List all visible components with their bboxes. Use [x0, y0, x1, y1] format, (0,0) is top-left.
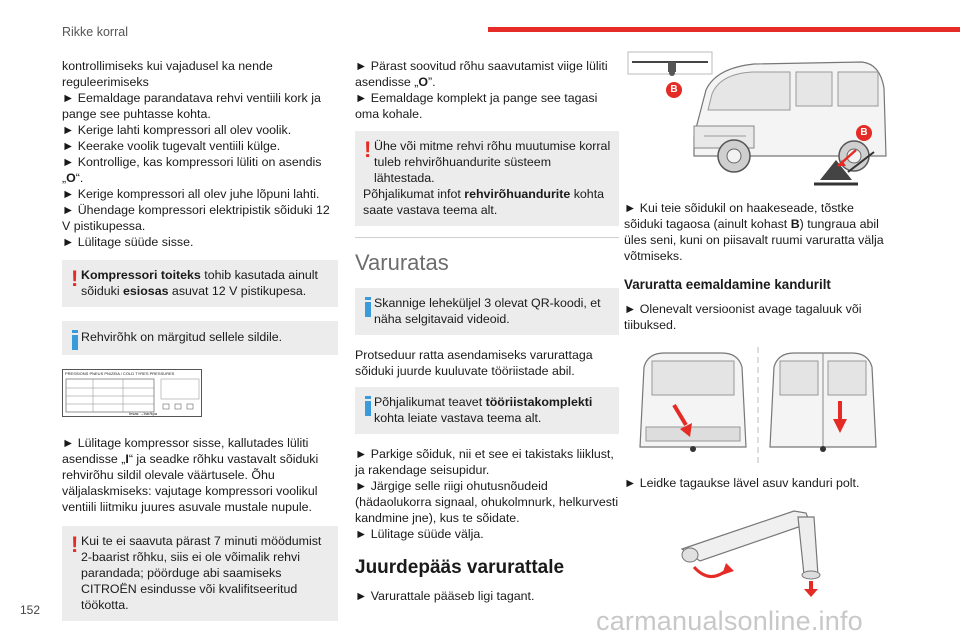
- step-switch-off: ► Pärast soovitud rõhu saavutamist viige lüliti asendisse „O”.: [355, 59, 608, 89]
- heading-spare-wheel: Varuratas: [355, 250, 449, 275]
- step-remove-cap: ► Eemaldage parandatava rehvi ventiili kork ja pange see puhtasse kohta.: [62, 91, 321, 121]
- section-title: Rikke korral: [62, 25, 128, 39]
- page-number: 152: [20, 603, 41, 617]
- heading-remove-spare: Varuratta eemaldamine kandurilt: [624, 277, 831, 292]
- marker-b-inset: B: [666, 82, 682, 98]
- step-unwind-cable: ► Kerige kompressori all olev juhe lõpuni lahti.: [62, 187, 320, 201]
- warning-icon: !: [71, 266, 79, 291]
- heading-access-spare: Juurdepääs varurattale: [355, 557, 565, 578]
- column-1: [62, 58, 338, 621]
- marker-b-vehicle: B: [856, 125, 872, 141]
- intro-text: kontrollimiseks kui vajadusel ka nende reguleerimiseks: [62, 59, 273, 89]
- info-icon: [364, 297, 372, 321]
- step-park: ► Parkige sõiduk, nii et see ei takistaks liiklust, ja rakendage seisupidur.: [355, 447, 614, 477]
- procedure-text: Protseduur ratta asendamiseks varurattaga sõiduki juurde kuuluvate tööriistade abil.: [355, 348, 593, 378]
- warning-note-power: ! Kompressori toiteks tohib kasutada ainult sõiduki esiosas asuvat 12 V pistikupesa.: [62, 260, 338, 307]
- column-2: [355, 58, 619, 604]
- info-note-toolkit: Põhjalikumat teavet tööriistakomplekti kohta leiate vastava teema alt.: [355, 387, 619, 434]
- warning-icon: !: [364, 137, 372, 162]
- section-divider: [355, 237, 619, 238]
- step-ignition-on: ► Lülitage süüde sisse.: [62, 235, 194, 249]
- step-connect-plug: ► Ühendage kompressori elektripistik sõiduki 12 V pistikupessa.: [62, 203, 330, 233]
- step-safety: ► Järgige selle riigi ohutusnõudeid (hädaolukorra signaal, ohukolmnurk, helkurvesti kandmine jne), kus te sõidate.: [355, 479, 619, 525]
- rear-doors-illustration: [624, 347, 892, 465]
- header-accent-bar: [488, 27, 960, 32]
- step-check-switch: ► Kontrollige, kas kompressori lüliti on asendis „O“.: [62, 155, 322, 185]
- step-screw-hose: ► Keerake voolik tugevalt ventiili külge.: [62, 139, 281, 153]
- step-unwind-hose: ► Kerige lahti kompressori all olev voolik.: [62, 123, 292, 137]
- info-icon: [71, 330, 79, 354]
- step-switch-on-compressor: ► Lülitage kompressor sisse, kallutades lüliti asendisse „I“ ja seadke rõhku vastavalt sõiduki rehvirõhu sildil olevale väärtusele. Õhu väljalaskmiseks: vajutage kompressori voolikul ventiili liitmiku juures asuvale mustale nupule.: [62, 436, 319, 514]
- vehicle-jacking-illustration: [624, 48, 892, 194]
- bolt-wrench-illustration: [624, 505, 892, 597]
- step-stow-kit: ► Eemaldage komplekt ja pange see tagasi oma kohale.: [355, 91, 598, 121]
- warning-note-pressure-sensors: ! Ühe või mitme rehvi rõhu muutumise korral tuleb rehvirõhuandurite süsteem lähtestada. Põhjalikumat infot rehvirõhuandurite kohta saate vastava teema alt.: [355, 131, 619, 226]
- info-icon: [364, 396, 372, 420]
- step-find-bolt: ► Leidke tagaukse lävel asuv kanduri polt.: [624, 476, 860, 490]
- tyre-pressure-label-image: PRESSIONS PNEUS PN/ZEIA / COLD TYRES PRESSURES Iesas →bar/kpa: [62, 369, 202, 417]
- step-access-rear: ► Varurattale pääseb ligi tagant.: [355, 589, 535, 603]
- step-lift-vehicle: ► Kui teie sõidukil on haakeseade, tõstke sõiduki tagaosa (ainult kohast B) tungraua abil üles seni, kuni on piisavalt ruumi varuratta välja võtmiseks.: [624, 201, 884, 263]
- info-note-qr: Skannige leheküljel 3 olevat QR-koodi, et näha selgitavaid videoid.: [355, 288, 619, 335]
- step-ignition-off: ► Lülitage süüde välja.: [355, 527, 484, 541]
- wrench-drawing: [624, 505, 892, 597]
- warning-note-seven-minutes: ! Kui te ei saavuta pärast 7 minuti möödumist 2-baarist rõhku, siis ei ole võimalik rehvi parandada; pöörduge abi saamiseks CITROËN esindusse või kvalifitseeritud töökotta.: [62, 526, 338, 621]
- info-note-pressure-label: Rehvirõhk on märgitud sellele sildile.: [62, 321, 338, 355]
- step-open-doors: ► Olenevalt versioonist avage tagaluuk või tiibuksed.: [624, 302, 862, 332]
- van-drawing: [624, 48, 892, 194]
- column-3: [624, 48, 892, 597]
- watermark: carmanualsonline.info: [596, 606, 863, 636]
- warning-icon: !: [71, 532, 79, 557]
- rear-doors-drawing: [624, 347, 892, 465]
